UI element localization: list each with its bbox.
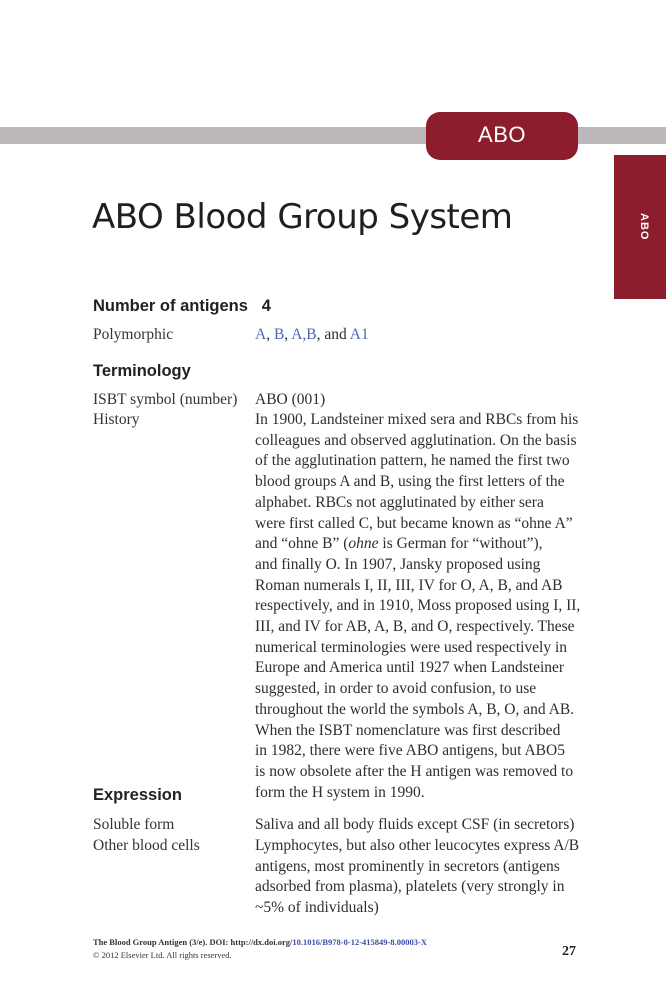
history-line: were first called C, but became known as “ohne A” [255,514,573,532]
separator: , [266,326,274,343]
doi-link[interactable]: 10.1016/B978-0-12-415849-8.00003-X [292,937,427,947]
other-blood-cells-line: adsorbed from plasma), platelets (very strongly in [255,878,565,896]
expression-heading: Expression [93,786,182,804]
citation-text: The Blood Group Antigen (3/e). DOI: http://dx.doi.org/ [93,937,293,947]
soluble-form-value [255,815,585,836]
other-blood-cells-line: Lymphocytes, but also other leucocytes express A/B [255,837,580,854]
polymorphic-label: Polymorphic [93,326,174,343]
history-line: Roman numerals I, II, III, IV for O, A, B, and AB [255,576,563,594]
antigen-link-a[interactable]: A [255,326,267,343]
history-line: colleagues and observed agglutination. On the basis [255,431,577,449]
history-line: suggested, in order to avoid confusion, to use [255,680,537,698]
soluble-form-label: Soluble form [93,816,175,833]
number-of-antigens-label: Number of antigens [93,297,248,315]
history-line: is now obsolete after the H antigen was removed to [255,762,574,780]
other-blood-cells-value [255,836,585,919]
isbt-symbol-value: ABO (001) [255,391,326,408]
history-italic-ohne: ohne [348,535,379,553]
history-line: and finally O. In 1907, Jansky proposed using [255,555,541,573]
history-line: III, and IV for AB, A, B, and O, respectively. These [255,618,575,636]
other-blood-cells-label: Other blood cells [93,837,200,854]
history-line: blood groups A and B, using the first letters of the [255,473,565,491]
history-label: History [93,411,140,428]
history-line: in 1982, there were five ABO antigens, but ABO5 [255,742,565,760]
separator: , [284,326,292,343]
antigen-link-ab[interactable]: A,B [291,326,317,343]
history-text [255,410,585,803]
isbt-symbol-label: ISBT symbol (number) [93,391,238,408]
footer-copyright: © 2012 Elsevier Ltd. All rights reserved. [93,950,232,960]
antigen-link-b[interactable]: B [273,326,285,343]
other-blood-cells-line: ~5% of individuals) [255,899,379,917]
number-of-antigens-count: 4 [261,297,271,315]
history-line: form the H system in 1990. [255,783,425,801]
history-line: alphabet. RBCs not agglutinated by either sera [255,493,544,511]
history-line: When the ISBT nomenclature was first described [255,721,561,739]
footer-citation [93,937,427,947]
history-fragment: and “ohne B” ( [255,535,349,553]
side-thumb-label: ABO [638,213,650,241]
history-line: Europe and America until 1927 when Landsteiner [255,659,565,677]
terminology-heading: Terminology [93,362,191,380]
soluble-form-text: Saliva and all body fluids except CSF (in secretors) [255,816,575,833]
separator: , and [316,326,350,343]
page-title: ABO Blood Group System [92,197,513,237]
history-line: numerical terminologies were used respectively in [255,638,568,656]
history-line: throughout the world the symbols A, B, O, and AB. [255,700,575,718]
page-number: 27 [562,944,576,959]
polymorphic-value [255,325,585,346]
history-fragment: is German for “without”), [378,535,543,553]
history-line: In 1900, Landsteiner mixed sera and RBCs from his [255,411,579,428]
history-line [255,534,585,555]
antigen-link-a1[interactable]: A1 [349,326,369,343]
history-line: of the agglutination pattern, he named the first two [255,452,570,470]
number-of-antigens-heading [93,297,271,316]
history-line: respectively, and in 1910, Moss proposed using I, II, [255,597,581,615]
other-blood-cells-line: antigens, most prominently in secretors (antigens [255,857,560,875]
chapter-tab: ABO [426,112,578,160]
